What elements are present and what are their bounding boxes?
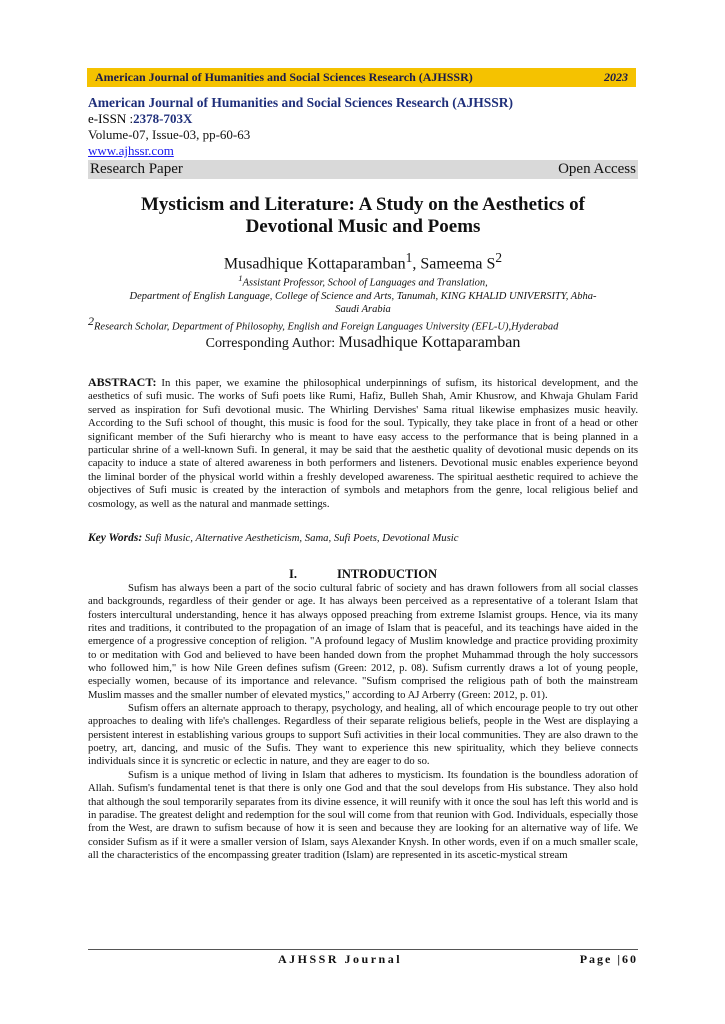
banner-journal-name: American Journal of Humanities and Social Sciences Research (AJHSSR) [95,70,473,84]
footer-page: Page |60 [579,952,638,966]
access-type: Open Access [558,161,636,177]
issn-label: e-ISSN : [88,111,134,126]
aff-2-sup: 2 [88,314,94,328]
corresponding-author [88,334,638,352]
keywords-label: Key Words: [88,532,143,544]
paragraph: Sufism has always been a part of the socio cultural fabric of society and has drawn followers from all social classes and backgrounds, regardless of their gender or age. It has always been perceived as a representative of a tolerant Islam that fosters intercultural understanding, hence it has always opposed preaching from extreme Islamist groups. Hence, via its many rites and traditions, it contributed to the propagation of an image of Islam that is peaceful, and its teachings have aided in the emergence of a progressive conception of religion. "A profound legacy of Muslim knowledge and practice providing proximity to or meditation with God and believed to have been handed down from the prophet Muhammad through the holy successors who followed him," is how Nile Green defines sufism (Green: 2012, p. 08). Sufism currently draws a lot of young people, especially women, because of its importance and relevance. "Sufism comprised the religious path of both the mainstream Muslim masses and the smaller number of elevated mystics," according to AJ Arberry (Green: 2012, p. 01). [88,582,638,701]
affiliation-2 [88,315,638,334]
corresponding-name: Musadhique Kottaparamban [338,334,521,351]
journal-meta [88,95,638,159]
author-2: Sameema S [420,255,496,273]
issn [88,111,638,127]
section-title: INTRODUCTION [336,567,437,581]
abstract-label: ABSTRACT: [88,375,157,389]
author-1-sup: 1 [405,250,413,265]
author-separator: , [412,255,421,273]
keywords [88,532,638,544]
aff-2-line: Research Scholar, Department of Philosophy, English and Foreign Languages University (EFL-U),Hyderabad [94,321,559,333]
section-heading [88,567,638,582]
journal-title: American Journal of Humanities and Social Sciences Research (AJHSSR) [88,95,513,110]
paper-type-bar [88,160,638,179]
footer-journal: AJHSSR Journal [278,952,403,966]
journal-banner [87,68,636,87]
banner-year: 2023 [604,70,628,84]
author-2-sup: 2 [495,250,503,265]
title-line-1: Mysticism and Literature: A Study on the Aesthetics of [140,194,586,215]
section-number: I. [288,567,297,581]
paragraph: Sufism is a unique method of living in Islam that adheres to mysticism. Its foundation is the boundless adoration of Allah. Sufism's fundamental tenet is that there is only one God and that the soul develops from His substance. They also hold that although the soul temporarily separates from its divine essence, it will reunify with it once the soul has left this world and is in paradise. The greatest delight and redemption for the soul will come from that reunion with God. Individuals, especially those from the West, are drawn to sufism because of how it is seen and because they are looking for an alternative way of life. We consider Sufism as if it were a smaller version of Islam, says Alexander Knysh. In other words, even if on a much smaller scale, all the characteristics of the encompassing greater tradition (Islam) are represented in its ascetic-mystical stream [88,768,638,861]
title-line-2: Devotional Music and Poems [245,216,481,237]
abstract [88,376,638,511]
keywords-text: Sufi Music, Alternative Aestheticism, Sama, Sufi Poets, Devotional Music [142,532,459,544]
aff-1-line-2: Department of English Language, College of Science and Arts, Tanumah, KING KHALID UNIVERSITY, Abha- [129,290,597,302]
aff-1-line-1: Assistant Professor, School of Languages and Translation, [242,277,488,289]
paper-title [88,194,638,238]
paragraph: Sufism offers an alternate approach to therapy, psychology, and healing, all of which encourage people to try out other approaches to dealing with life's challenges. Regardless of their separate religious beliefs, people in the West are displaying a persistent interest in establishing various groups to support Sufi activities in their local communities. They are also drawn to the poetry, art, dancing, and music of the Sufis. They want to experience this new spirituality, which they believe connects individuals since it is syncretic or eclectic in nature, and they are eager to do so. [88,702,638,768]
volume-info: Volume-07, Issue-03, pp-60-63 [88,127,251,142]
issn-value: 2378-703X [133,111,193,126]
authors [88,250,638,273]
paper-type: Research Paper [90,161,183,177]
corresponding-label: Corresponding Author: [205,336,339,351]
abstract-text: In this paper, we examine the philosophical underpinnings of sufism, its historical development, and the aesthetics of sufi music. The works of Sufi poets like Rumi, Hafiz, Bulleh Shah, Amir Khusrow, and Khwaja Ghulam Farid served as inspiration for Sufi devotional music. The Whirling Dervishes' Sama ritual likewise emphasizes music heavily. According to the Sufi school of thought, this music is food for the soul. Typically, they take place in front of a head or other significant member of the Sufi hierarchy who is meant to have easy access to the performance that is being planned in a particular shrine of a well-known Sufi. In general, it may be said that the aesthetic quality of devotional music depends on its capacity to induce a state of altered awareness in both performers and listeners. Devotional music enables experience beyond the liminal border of the physical world within a freshly developed awareness. The spiritual aesthetic required to achieve the objectives of Sufi music is created by the interaction of symbols and metaphors from the genre, local religious belief and cosmology, as well as the natural and manmade settings. [88,377,638,510]
affiliation-1 [88,272,638,316]
footer-divider [88,949,638,950]
aff-1-line-3: Saudi Arabia [335,303,391,315]
aff-1-sup: 1 [238,273,243,283]
body-text [88,582,638,862]
website-link[interactable]: www.ajhssr.com [88,143,174,158]
author-1: Musadhique Kottaparamban [223,255,406,273]
